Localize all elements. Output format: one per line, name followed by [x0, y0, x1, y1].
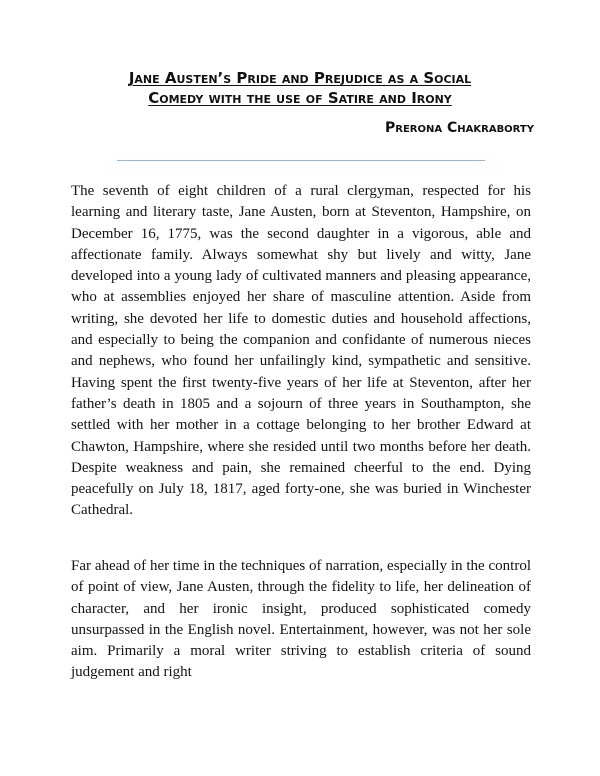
paragraph-1: The seventh of eight children of a rural clergyman, respected for his learning and literary taste, Jane Austen, born at Steventon, Hampshire, on December 16, 1775, was the second daughter in a vigorous, able and affectionate family. Always somewhat shy but lively and witty, Jane developed into a young lady of cultivated manners and pleasing appearance, who at assemblies enjoyed her share of masculine attention. Aside from writing, she devoted her life to domestic duties and household affections, and especially to being the companion and confidante of numerous nieces and nephews, who found her unfailingly kind, sympathetic and sensitive. Having spent the first twenty-five years of her life at Steventon, after her father’s death in 1805 and a sojourn of three years in Southampton, she settled with her mother in a cottage belonging to her brother Edward at Chawton, Hampshire, where she resided until two months before her death. Despite weakness and pain, she remained cheerful to the end. Dying peacefully on July 18, 1817, aged forty-one, she was buried in Winchester Cathedral. — [71, 183, 531, 519]
title-line-2: Comedy with the use of Satire and Irony — [148, 89, 452, 107]
title-divider — [117, 160, 485, 161]
author-name: Prerona Chakraborty — [385, 120, 534, 136]
document-title — [60, 68, 540, 108]
paragraph-2: Far ahead of her time in the techniques of narration, especially in the control of point of view, Jane Austen, through the fidelity to life, her delineation of character, and her ironic insight, produced sophisticated comedy unsurpassed in the English novel. Entertainment, however, was not her sole aim. Primarily a moral writer striving to establish criteria of sound judgement and right — [71, 558, 531, 681]
title-line-1: Jane Austen’s Pride and Prejudice as a Social — [128, 69, 472, 87]
